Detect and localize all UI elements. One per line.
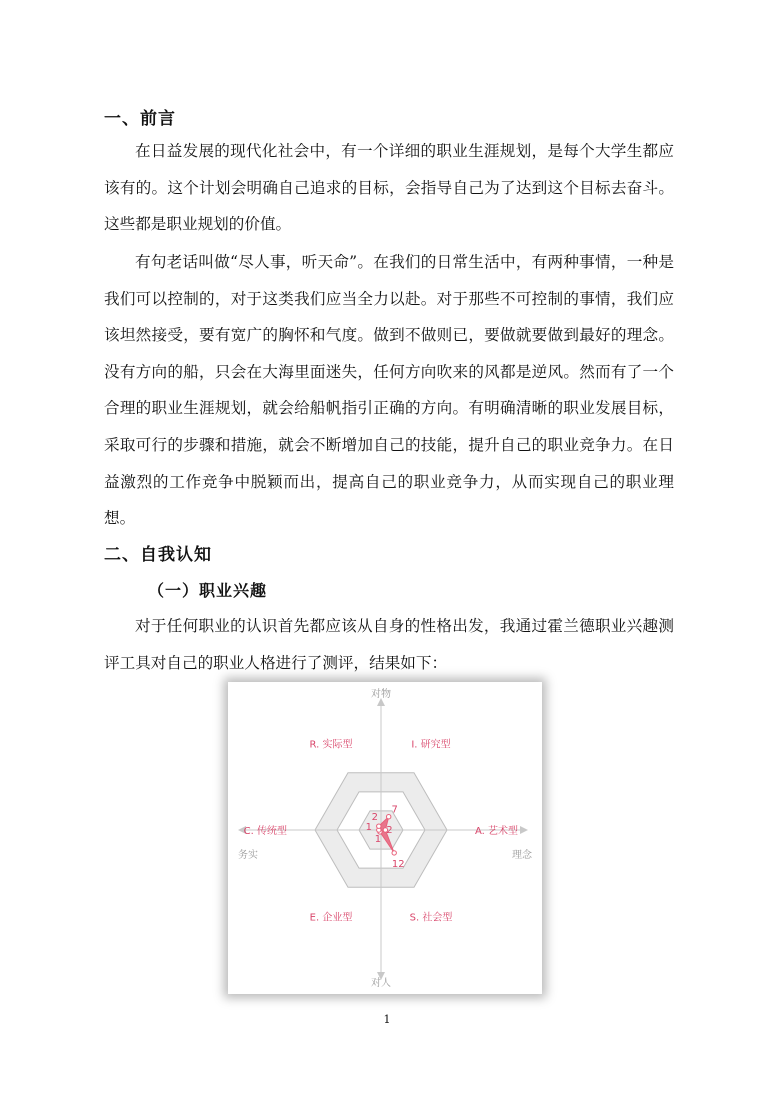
category-label-0: I. 研究型: [411, 739, 451, 751]
data-point-2: [392, 851, 396, 855]
intro-paragraph-2: 有句老话叫做“尽人事，听天命”。在我们的日常生活中，有两种事情，一种是我们可以控制的，对于这类我们应当全力以赴。对于那些不可控制的事情，我们应该坦然接受，要有宽广的胸怀和气度。做到不做则已，要做就要做到最好的理念。没有方向的船，只会在大海里面迷失，任何方向吹来的风都是逆风。然而有了一个合理的职业生涯规划，就会给船帆指引正确的方向。有明确清晰的职业发展目标，采取可行的步骤和措施，就会不断增加自己的技能，提升自己的职业竞争力。在日益激烈的工作竞争中脱颖而出，提高自己的职业竞争力，从而实现自己的职业理想。: [104, 253, 674, 528]
axis-label-bottom: 对人: [371, 978, 391, 989]
page-number: 1: [383, 1013, 391, 1026]
category-label-4: C. 传统型: [243, 826, 287, 837]
value-label-4: 1: [365, 822, 372, 833]
radar-chart-svg: [228, 682, 542, 994]
axis-label-top: 对物: [371, 689, 391, 700]
value-label-1: 2: [386, 825, 393, 836]
section-1-heading: 一、前言: [104, 109, 176, 129]
value-label-5: 2: [371, 812, 378, 824]
axis-label-right: 理念: [512, 850, 532, 861]
category-label-2: S. 社会型: [409, 912, 453, 924]
value-label-3: 1: [374, 833, 382, 845]
category-label-5: R. 实际型: [309, 739, 353, 751]
holland-radar-chart: [228, 682, 542, 994]
category-label-1: A. 艺术型: [475, 826, 519, 837]
section-2-heading: 二、自我认知: [104, 545, 212, 565]
category-label-3: E. 企业型: [309, 912, 353, 924]
data-point-0: [387, 815, 391, 819]
axis-label-left: 务实: [238, 850, 258, 861]
axis-arrow-right: [520, 826, 528, 834]
data-point-5: [377, 824, 381, 828]
value-label-2: 12: [391, 858, 405, 870]
career-interest-paragraph: 对于任何职业的认识首先都应该从自身的性格出发，我通过霍兰德职业兴趣测评工具对自己的职业人格进行了测评，结果如下：: [104, 617, 674, 672]
value-label-0: 7: [391, 804, 398, 816]
subsection-career-interest-heading: （一）职业兴趣: [148, 581, 268, 600]
intro-paragraph-1: 在日益发展的现代化社会中，有一个详细的职业生涯规划，是每个大学生都应该有的。这个计划会明确自己追求的目标，会指导自己为了达到这个目标去奋斗。这些都是职业规划的价值。: [104, 142, 674, 234]
